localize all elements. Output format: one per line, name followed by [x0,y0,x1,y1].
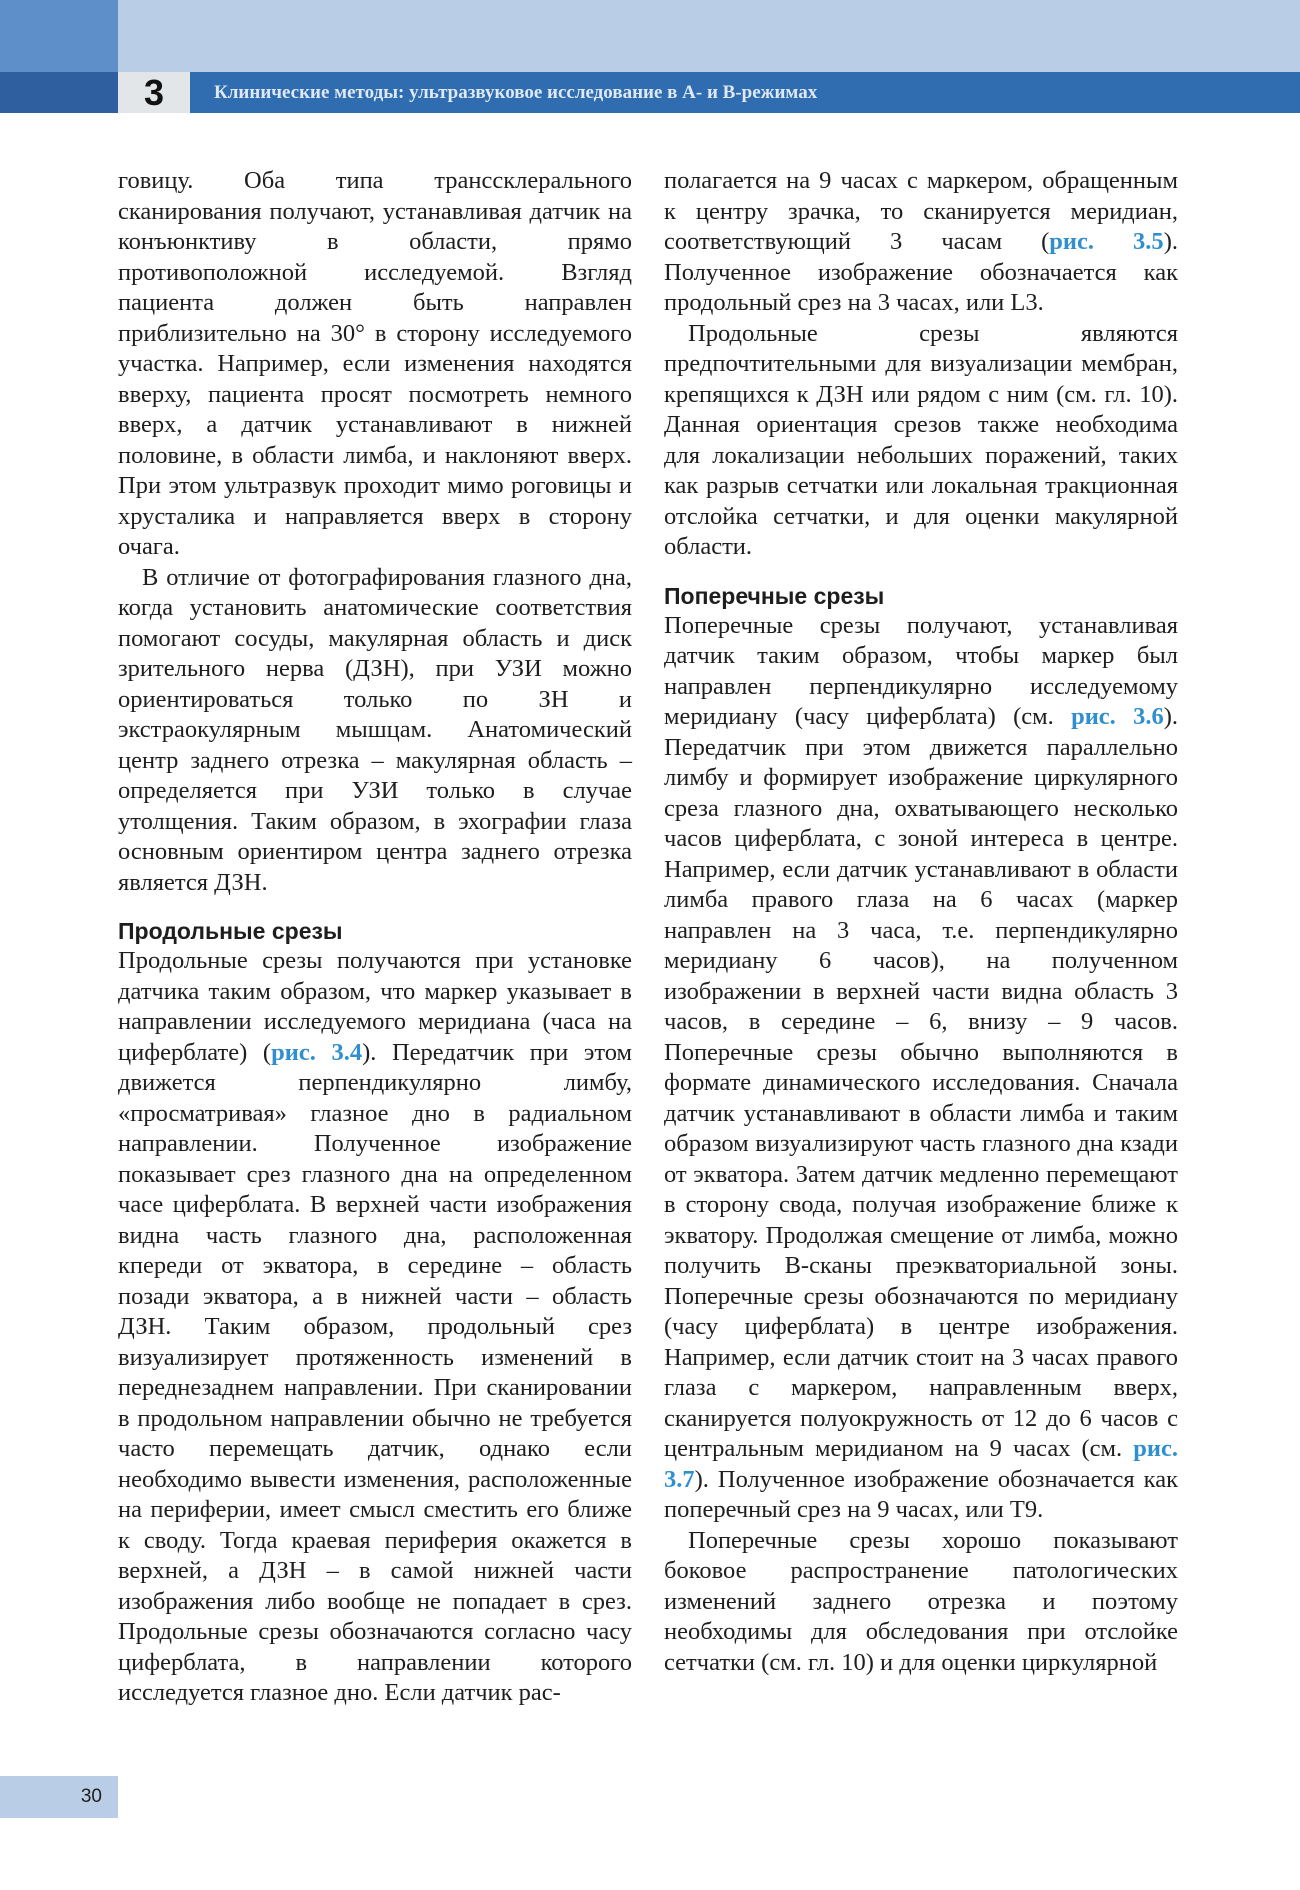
paragraph-text: Поперечные срезы получают, устанавливая датчик таким образом, чтобы маркер был направлен перпендикулярно исследуемому меридиану (часу циферблата) (см. [664,611,1178,730]
paragraph [118,946,632,1709]
section-heading: Поперечные срезы [664,582,885,609]
figure-link[interactable]: рис. 3.7 [664,1435,1178,1493]
paragraph: говицу. Оба типа транссклерального сканирования получают, устанавливая датчик на конъюнктиву в области, прямо противоположной исследуемой. Взгляд пациента должен быть направлен приблизительно на 30° в сторону исследуемого участка. Например, если изменения находятся вверху, пациента просят посмотреть немного вверх, а датчик устанавливают в нижней половине, в области лимба, и наклоняют вверх. При этом ультразвук проходит мимо роговицы и хрусталика и направляется вверх в сторону очага. [118,167,632,560]
paragraph-text: ). Передатчик при этом движется перпендикулярно лимбу, «просматривая» глазное дно в радиальном направлении. Полученное изображение показывает срез глазного дна на определенном часе циферблата. В верхней части изображения видна часть глазного дна, расположенная кпереди от экватора, в середине – область позади экватора, а в нижней части – область ДЗН. Таким образом, продольный срез визуализирует протяженность изменений в переднезаднем направлении. При сканировании в продольном направлении обычно не требуется часто перемещать датчик, однако если необходимо вывести изменения, расположенные на периферии, имеет смысл сместить его ближе к своду. Тогда краевая периферия окажется в верхней, а ДЗН – в самой нижней части изображения либо вообще не попадает в срез. Продольные срезы обозначаются согласно часу циферблата, в направлении которого исследуется глазное дно. Если датчик рас- [118,1038,633,1706]
paragraph [664,166,1178,319]
section-heading: Продольные срезы [118,918,343,944]
paragraph-text: Продольные срезы получаются при установке датчика таким образом, что маркер указывает в направлении исследуемого меридиана (часа на циферблате) ( [118,947,632,1066]
paragraph-text: полагается на 9 часах с маркером, обращенным к центру зрачка, то сканируется меридиан, соответствующий 3 часам ( [664,167,1178,255]
chapter-number: 3 [118,72,190,113]
paragraph [664,611,1178,1526]
right-column [664,166,1178,1678]
paragraph: Продольные срезы являются предпочтительными для визуализации мембран, крепящихся к ДЗН или рядом с ним (см. гл. 10). Данная ориентация срезов также необходима для локализации небольших поражений, таких как разрыв сетчатки или локальная тракционная отслойка сетчатки, и для оценки макулярной области. [664,319,1178,560]
figure-link[interactable]: рис. 3.4 [271,1038,363,1066]
paragraph-text: ). Передатчик при этом движется параллельно лимбу и формирует изображение циркулярного среза глазного дна, охватывающего несколько часов циферблата, с зоной интереса в центре. Например, если датчик устанавливают в области лимба правого глаза на 6 часах (маркер направлен на 3 часа, т.е. перпендикулярно меридиану 6 часов), на полученном изображении в верхней части видна область 3 часов, в середине – 6, внизу – 9 часов. Поперечные срезы обычно выполняются в формате динамического исследования. Сначала датчик устанавливают в области лимба и таким образом визуализируют часть глазного дна кзади от экватора. Затем датчик медленно перемещают в сторону свода, получая изображение ближе к экватору. Продолжая смещение от лимба, можно получить В-сканы преэкваториальной зоны. Поперечные срезы обозначаются по меридиану (часу циферблата) в центре изображения. Например, если датчик стоит на 3 часах правого глаза с маркером, направленным вверх, сканируется полуокружность от 12 до 6 часов с центральным меридианом на 9 часах (см. [664,703,1179,1462]
header-bar-left [0,72,118,113]
left-column [118,166,632,1709]
page-number: 30 [0,1776,118,1818]
figure-link[interactable]: рис. 3.6 [1071,703,1164,730]
paragraph: Поперечные срезы хорошо показывают боковое распространение патологических изменений заднего отрезка и поэтому необходимы для обследования при отслойке сетчатки (см. гл. 10) и для оценки циркулярной [664,1526,1178,1676]
paragraph: В отличие от фотографирования глазного дна, когда установить анатомические соответствия помогают сосуды, макулярная область и диск зрительного нерва (ДЗН), при УЗИ можно ориентироваться только по ЗН и экстраокулярным мышцам. Анатомический центр заднего отрезка – макулярная область – определяется при УЗИ только в случае утолщения. Таким образом, в эхографии глаза основным ориентиром центра заднего отрезка является ДЗН. [118,563,632,896]
header-accent-block [0,0,118,72]
chapter-title: Клинические методы: ультразвуковое исследование в А- и В-режимах [214,82,818,103]
figure-link[interactable]: рис. 3.5 [1049,228,1164,255]
header-band [118,0,1300,72]
paragraph-text: ). Полученное изображение обозначается как поперечный срез на 9 часах, или Т9. [664,1465,1178,1523]
paragraph-text: ). Полученное изображение обозначается как продольный срез на 3 часах, или L3. [664,228,1178,316]
